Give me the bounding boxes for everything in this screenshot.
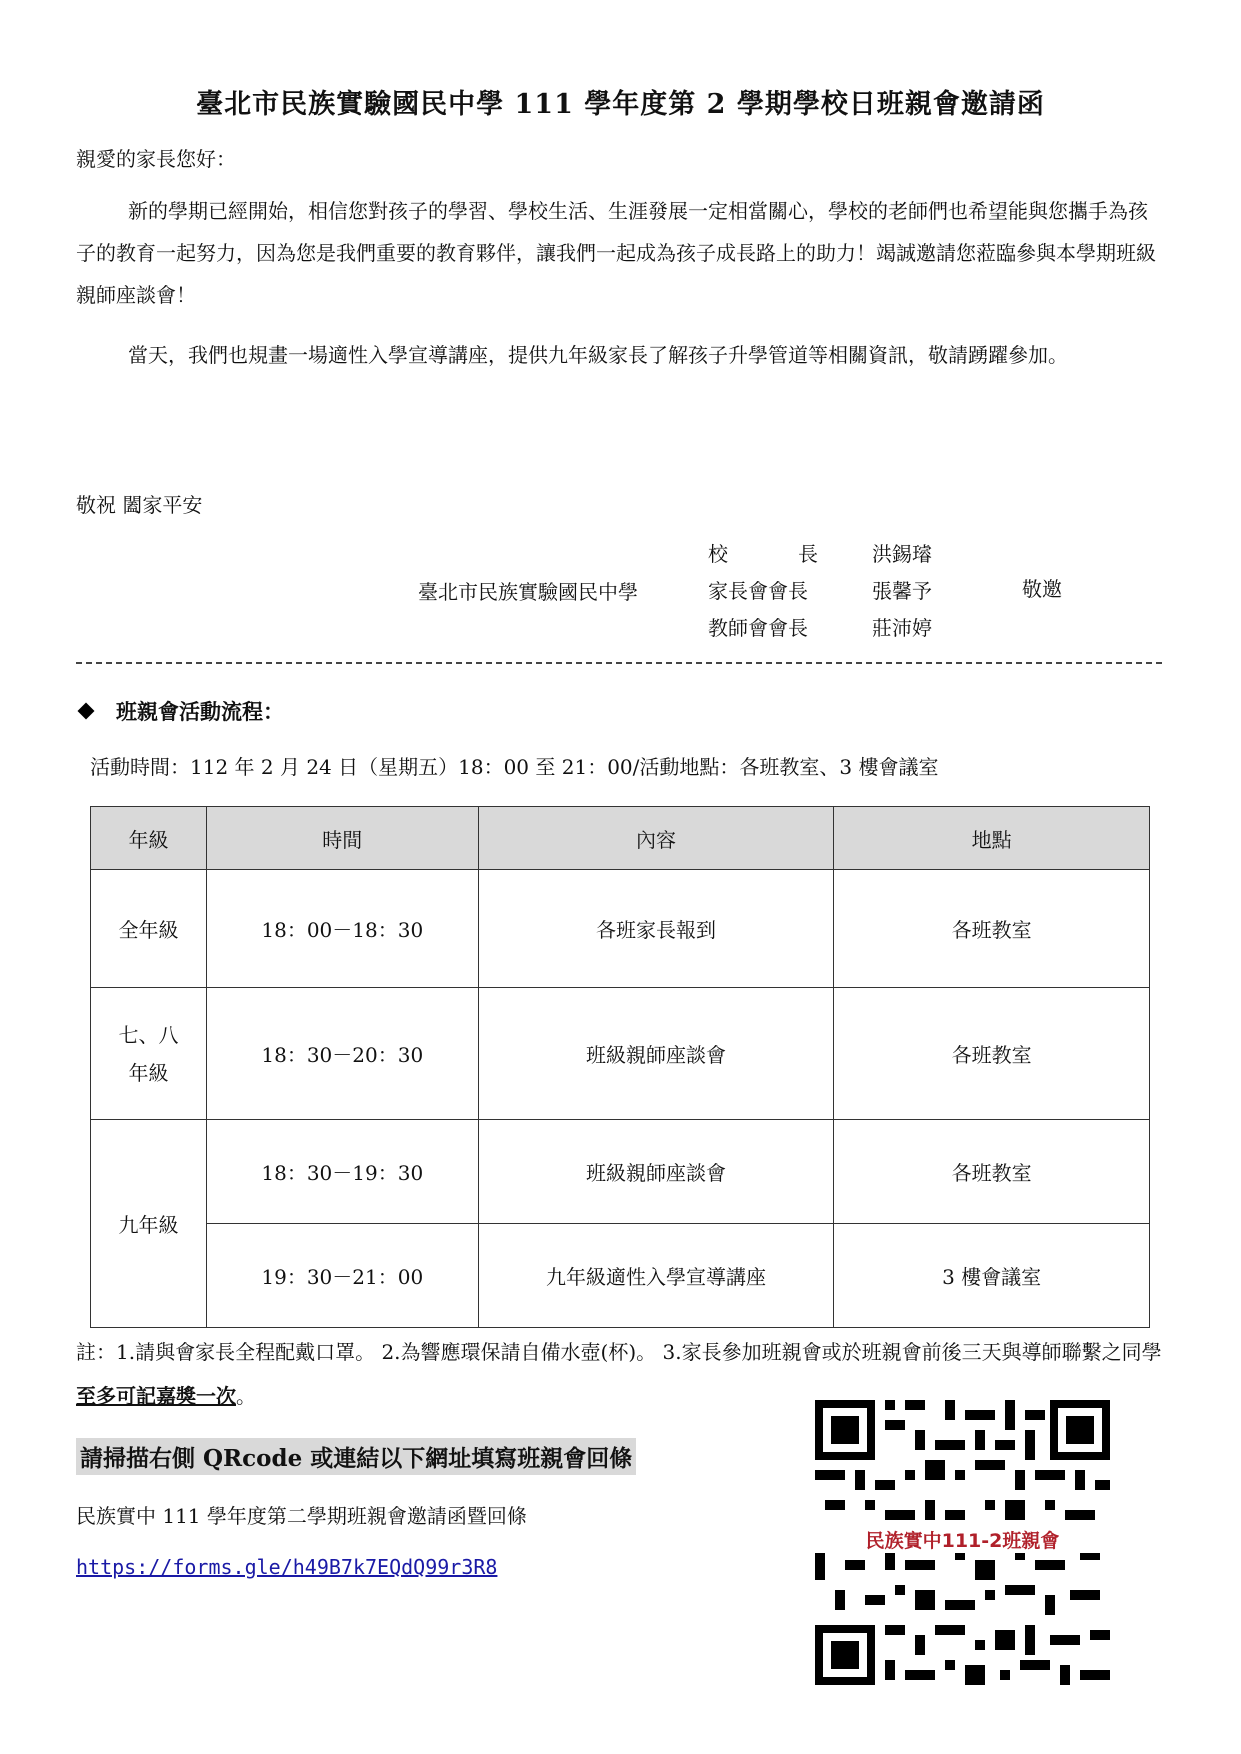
- paragraph-intro: 新的學期已經開始，相信您對孩子的學習、學校生活、生涯發展一定相當關心，學校的老師們也希望能與您攜手為孩子的教育一起努力，因為您是我們重要的教育夥伴，讓我們一起成為孩子成長路上的助力！竭誠邀請您蒞臨參與本學期班級親師座談會！: [76, 199, 1156, 307]
- cell-place: 各班教室: [834, 988, 1150, 1120]
- table-header-row: [91, 807, 1150, 870]
- qr-label: 民族實中111-2班親會: [815, 1526, 1110, 1553]
- cell-content: 九年級適性入學宣導講座: [478, 1224, 834, 1328]
- closing-wish: 敬祝 闔家平安: [76, 493, 203, 517]
- header-place: 地點: [834, 807, 1150, 870]
- paragraph-seminar: 當天，我們也規畫一場適性入學宣導講座，提供九年級家長了解孩子升學管道等相關資訊，敬請踴躍參加。: [128, 343, 1068, 367]
- form-title: 民族實中 111 學年度第二學期班親會邀請函暨回條: [76, 1504, 527, 1528]
- cell-grade: 九年級: [91, 1120, 207, 1328]
- cell-content: 各班家長報到: [478, 870, 834, 988]
- activity-info: 活動時間：112 年 2 月 24 日（星期五）18：00 至 21：00/活動地點：各班教室、3 樓會議室: [90, 755, 939, 779]
- header-content: 內容: [478, 807, 834, 870]
- cell-time: 18：30－19：30: [206, 1120, 478, 1224]
- signature-name-parents-chair: 張馨予: [872, 579, 932, 603]
- qr-instruction: 請掃描右側 QRcode 或連結以下網址填寫班親會回條: [76, 1438, 636, 1475]
- section-heading: [76, 696, 284, 726]
- cell-content: 班級親師座談會: [478, 1120, 834, 1224]
- greeting: 親愛的家長您好：: [76, 147, 236, 171]
- cell-place: 各班教室: [834, 1120, 1150, 1224]
- cell-time: 18：00－18：30: [206, 870, 478, 988]
- form-link[interactable]: https://forms.gle/h49B7k7EQdQ99r3R8: [76, 1555, 498, 1579]
- signature-role-parents-chair: 家長會會長: [708, 579, 808, 603]
- table-row: [91, 1120, 1150, 1224]
- cell-place: 各班教室: [834, 870, 1150, 988]
- header-grade: 年級: [91, 807, 207, 870]
- diamond-bullet-icon: [78, 703, 95, 720]
- section-heading-text: 班親會活動流程：: [116, 699, 284, 724]
- schedule-table: [90, 806, 1150, 1328]
- signature-role-teachers-chair: 教師會會長: [708, 616, 808, 640]
- page-title: 臺北市民族實驗國民中學 111 學年度第 2 學期學校日班親會邀請函: [196, 89, 1045, 120]
- cell-grade: [91, 988, 207, 1120]
- cell-grade-line2: 年級: [128, 1060, 169, 1085]
- cell-grade: 全年級: [91, 870, 207, 988]
- notes-text: 註：1.請與會家長全程配戴口罩。 2.為響應環保請自備水壺(杯)。 3.家長參加班親會或於班親會前後三天與導師聯繫之同學: [76, 1340, 1162, 1364]
- signature-name-teachers-chair: 莊沛婷: [872, 616, 932, 640]
- cell-content: 班級親師座談會: [478, 988, 834, 1120]
- signature-name-principal: 洪錫璿: [872, 542, 932, 566]
- table-row: [91, 988, 1150, 1120]
- signature-invite: 敬邀: [1022, 577, 1062, 601]
- cell-time: 19：30－21：00: [206, 1224, 478, 1328]
- table-row: [91, 1224, 1150, 1328]
- header-time: 時間: [206, 807, 478, 870]
- notes-end: 。: [236, 1384, 256, 1408]
- cell-place: 3 樓會議室: [834, 1224, 1150, 1328]
- table-row: [91, 870, 1150, 988]
- notes-emphasis: 至多可記嘉獎一次: [76, 1384, 236, 1408]
- cell-grade-line1: 七、八: [118, 1022, 179, 1047]
- cut-line: [76, 662, 1162, 664]
- signature-role-principal: 校 長: [708, 542, 828, 566]
- cell-time: 18：30－20：30: [206, 988, 478, 1120]
- signature-school: 臺北市民族實驗國民中學: [418, 580, 638, 604]
